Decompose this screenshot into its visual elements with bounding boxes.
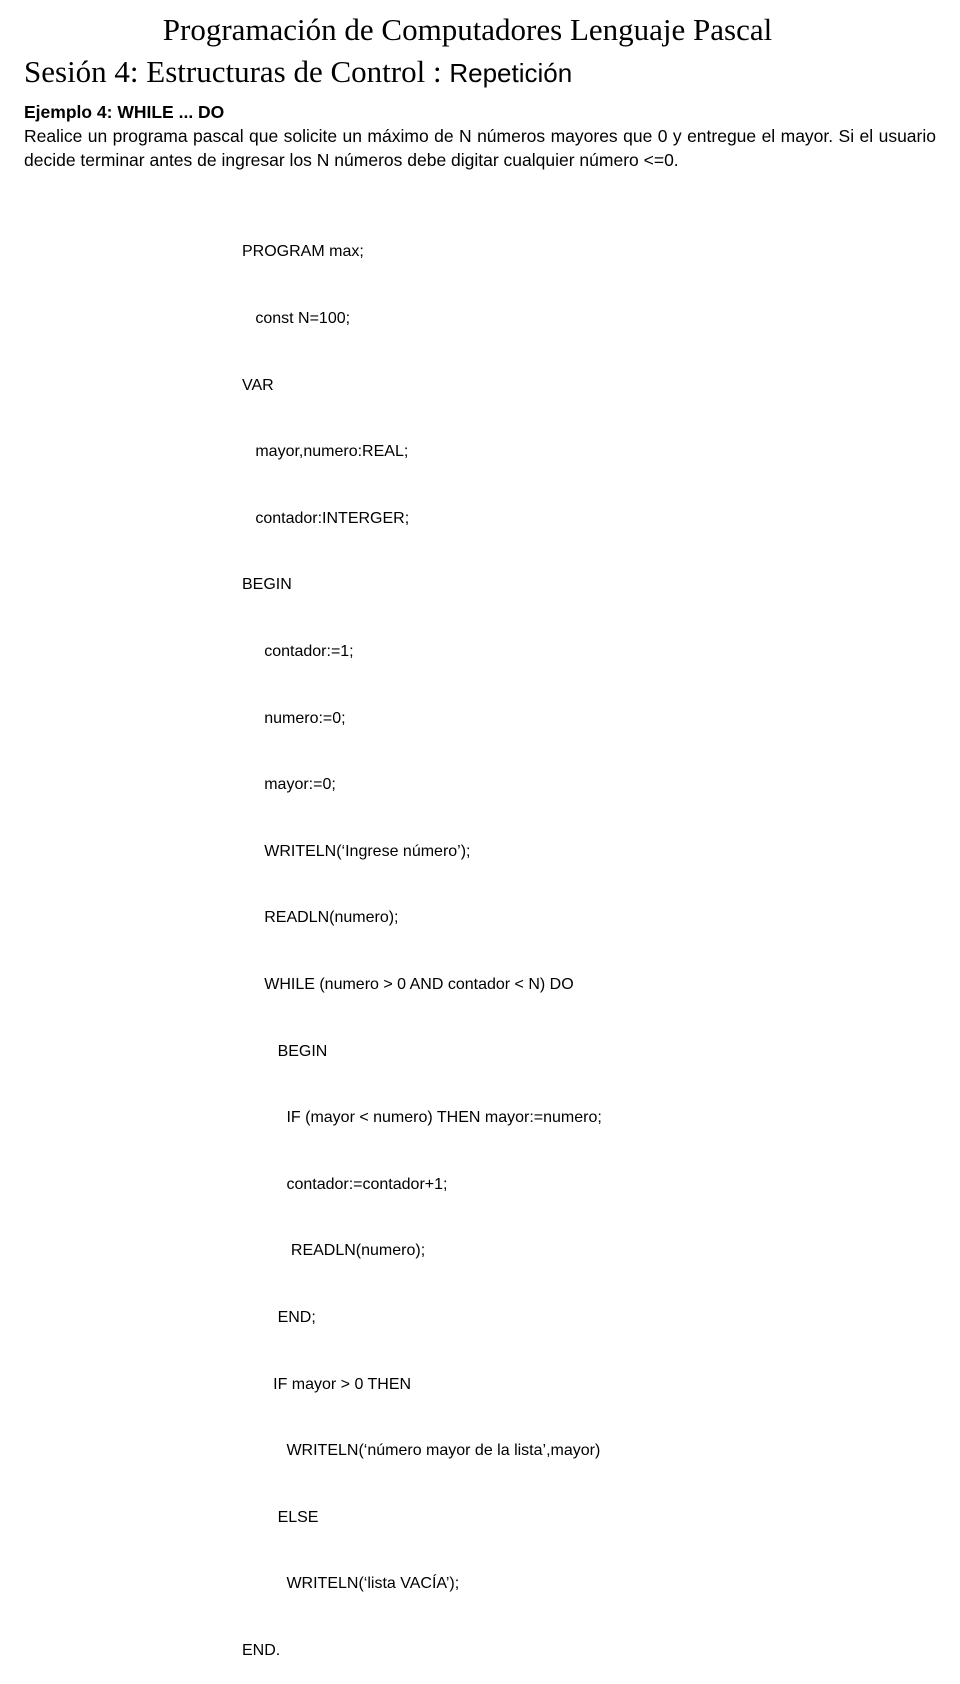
code-line: mayor:=0; <box>242 776 336 794</box>
code-line: WRITELN(‘Ingrese número’); <box>242 842 471 860</box>
slide-subtitle <box>24 52 572 98</box>
slide-title: Programación de Computadores Lenguaje Pascal <box>162 12 773 47</box>
code-line: READLN(numero); <box>242 909 399 927</box>
code-line: IF mayor > 0 THEN <box>242 1375 412 1393</box>
code-line: BEGIN <box>242 1042 328 1060</box>
code-line: VAR <box>242 376 274 394</box>
code-line: contador:=contador+1; <box>242 1175 448 1193</box>
code-line: const N=100; <box>242 310 351 327</box>
code-line: BEGIN <box>242 576 292 594</box>
code-line: IF (mayor < numero) THEN mayor:=numero; <box>242 1109 602 1127</box>
problem-statement: Realice un programa pascal que solicite un máximo de N números mayores que 0 y entregue el mayor. Si el usuario decide terminar antes de ingresar los N números debe digitar cualquier número <=0. <box>24 126 936 170</box>
code-line: numero:=0; <box>242 709 346 727</box>
code-line: END; <box>242 1308 316 1326</box>
code-line: WRITELN(‘lista VACÍA’); <box>242 1575 460 1593</box>
subtitle-session-label: Sesión 4: Estructuras de Control : <box>24 54 450 89</box>
code-listing <box>242 197 602 1684</box>
example-heading: Ejemplo 4: WHILE ... DO <box>24 102 225 122</box>
code-line: ELSE <box>242 1508 319 1526</box>
code-line: mayor,numero:REAL; <box>242 443 409 461</box>
code-line: END. <box>242 1641 281 1659</box>
code-line: PROGRAM max; <box>242 243 364 261</box>
code-line: WHILE (numero > 0 AND contador < N) DO <box>242 975 574 993</box>
code-line: READLN(numero); <box>242 1242 426 1260</box>
subtitle-topic-label: Repetición <box>449 58 573 88</box>
code-line: WRITELN(‘número mayor de la lista’,mayor) <box>242 1442 601 1460</box>
code-line: contador:=1; <box>242 642 354 660</box>
example-block <box>24 100 936 172</box>
code-line: contador:INTERGER; <box>242 509 410 527</box>
